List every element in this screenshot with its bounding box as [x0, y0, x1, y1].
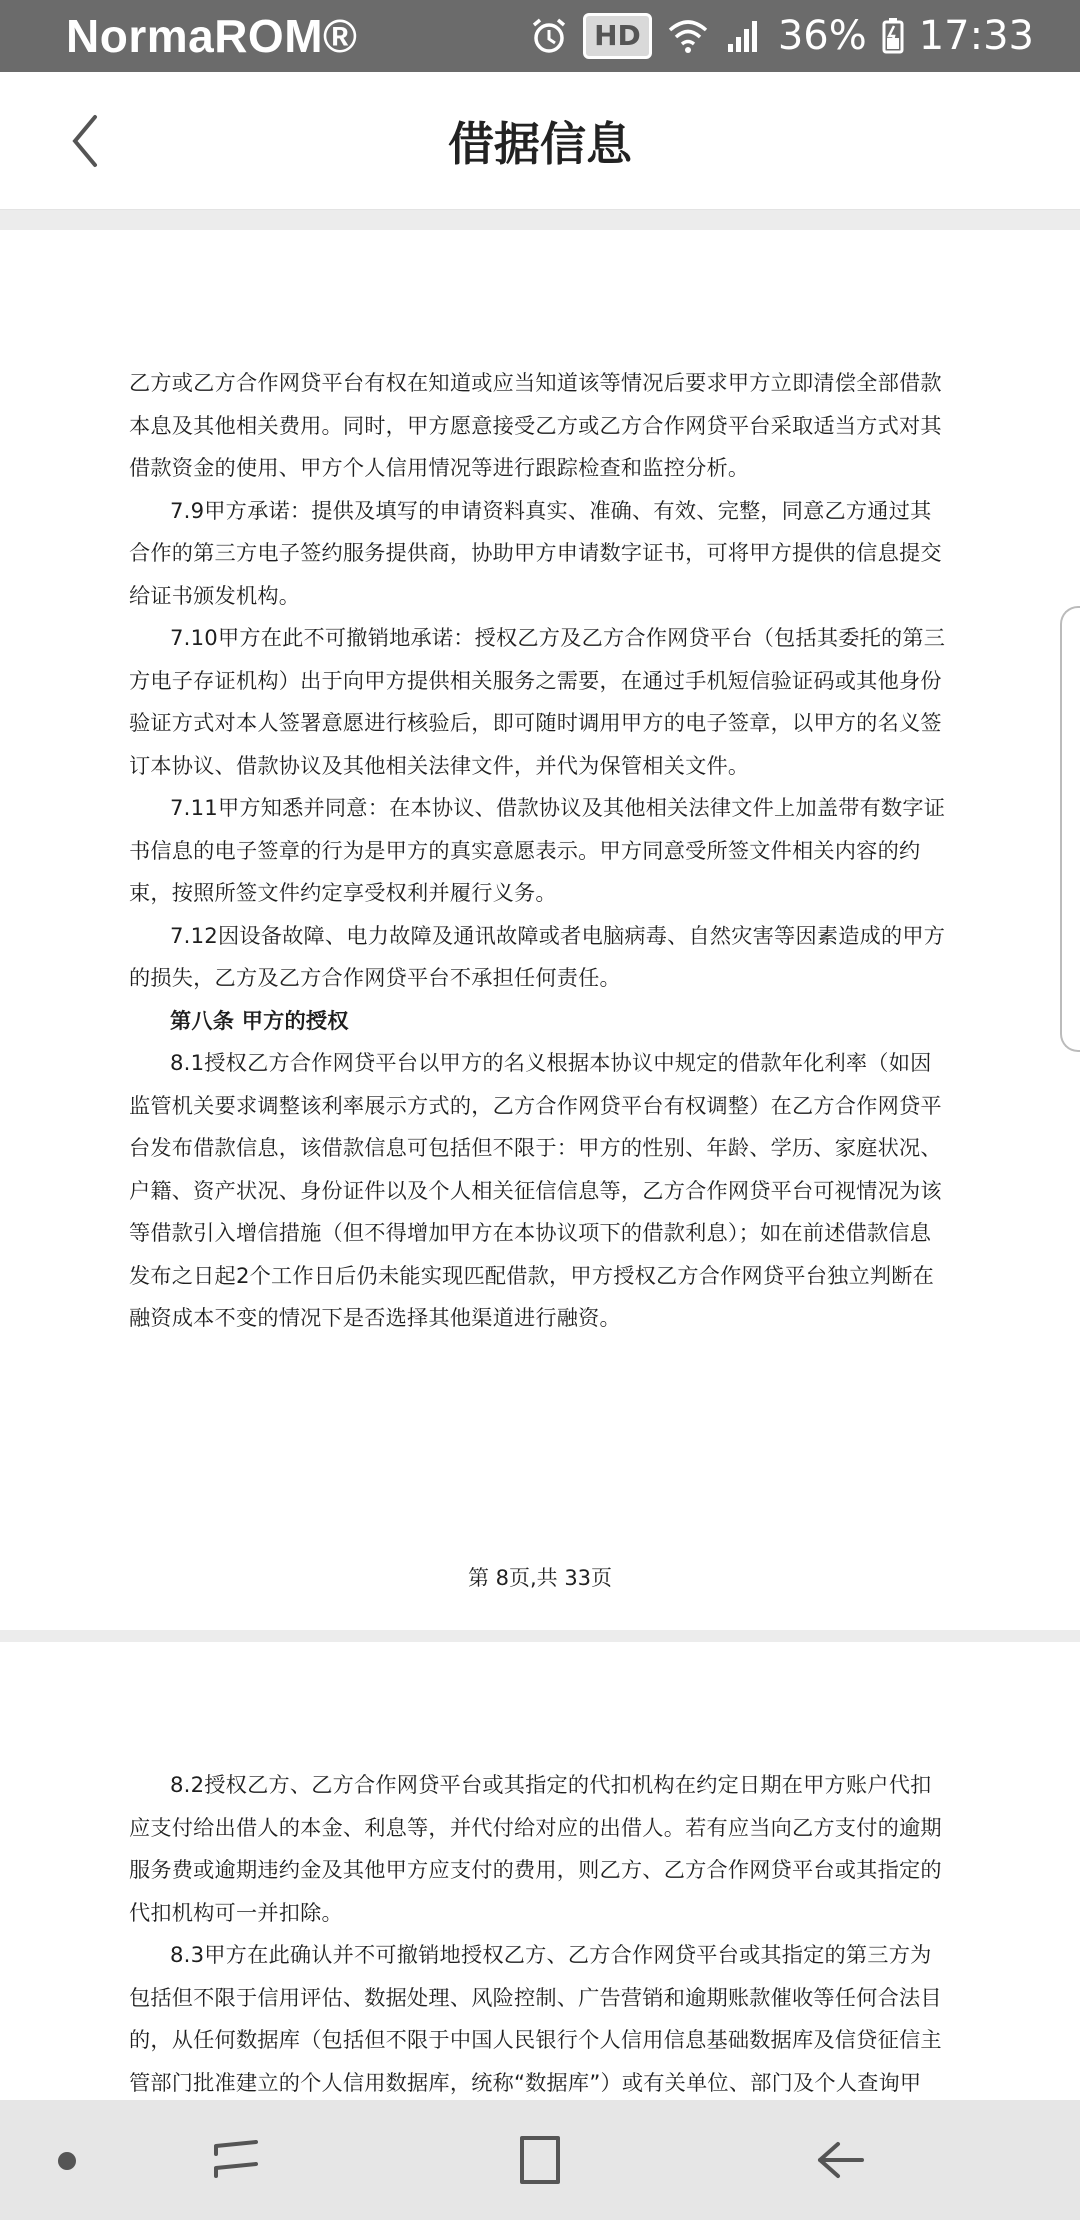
alarm-icon — [529, 16, 569, 56]
hd-badge: HD — [583, 13, 652, 59]
edge-panel-handle[interactable] — [1060, 606, 1080, 1052]
clock: 17:33 — [918, 13, 1034, 59]
dot-icon[interactable] — [58, 2152, 76, 2170]
page-number: 第 8页,共 33页 — [467, 1566, 613, 1590]
cellular-signal-icon — [724, 16, 764, 56]
paragraph: 乙方或乙方合作网贷平台有权在知道或应当知道该等情况后要求甲方立即清偿全部借款本息及其他相关费用。同时，甲方愿意接受乙方或乙方合作网贷平台采取适当方式对其借款资金的使用、甲方个人信用情况等进行跟踪检查和监控分析。 — [129, 370, 942, 480]
document-viewer[interactable] — [0, 210, 1080, 2100]
nav-back-button[interactable] — [800, 2124, 880, 2196]
carrier-name: NormaROM® — [66, 10, 358, 62]
status-icons — [529, 13, 1034, 59]
page-text — [129, 362, 949, 1340]
paragraph: 7.10甲方在此不可撤销地承诺：授权乙方及乙方合作网贷平台（包括其委托的第三方电子存证机构）出于向甲方提供相关服务之需要，在通过手机短信验证码或其他身份验证方式对本人签署意愿进行核验后，即可随时调用甲方的电子签章，以甲方的名义签订本协议、借款协议及其他相关法律文件，并代为保管相关文件。 — [129, 625, 946, 778]
paragraph: 8.2授权乙方、乙方合作网贷平台或其指定的代扣机构在约定日期在甲方账户代扣应支付给出借人的本金、利息等，并代付给对应的出借人。若有应当向乙方支付的逾期服务费或逾期违约金及其他甲方应支付的费用，则乙方、乙方合作网贷平台或其指定的代扣机构可一并扣除。 — [129, 1772, 942, 1925]
recent-apps-icon — [206, 2130, 266, 2190]
back-icon — [810, 2130, 870, 2190]
recent-apps-button[interactable] — [196, 2124, 276, 2196]
status-bar — [0, 0, 1080, 72]
paragraph: 8.1授权乙方合作网贷平台以甲方的名义根据本协议中规定的借款年化利率（如因监管机关要求调整该利率展示方式的，乙方合作网贷平台有权调整）在乙方合作网贷平台发布借款信息，该借款信息可包括但不限于：甲方的性别、年龄、学历、家庭状况、户籍、资产状况、身份证件以及个人相关征信信息等，乙方合作网贷平台可视情况为该等借款引入增信措施（但不得增加甲方在本协议项下的借款利息）；如在前述借款信息发布之日起2个工作日后仍未能实现匹配借款，甲方授权乙方合作网贷平台独立判断在融资成本不变的情况下是否选择其他渠道进行融资。 — [129, 1050, 942, 1330]
page-text — [129, 1764, 949, 2100]
home-button[interactable] — [500, 2124, 580, 2196]
page-title: 借据信息 — [448, 117, 632, 171]
app-header — [0, 72, 1080, 210]
document-page — [0, 1642, 1080, 2100]
navigation-bar — [0, 2100, 1080, 2220]
battery-charging-icon — [881, 16, 905, 56]
document-page — [0, 230, 1080, 1630]
paragraph: 7.9甲方承诺：提供及填写的申请资料真实、准确、有效、完整，同意乙方通过其合作的第三方电子签约服务提供商，协助甲方申请数字证书，可将甲方提供的信息提交给证书颁发机构。 — [129, 497, 942, 608]
wifi-icon — [666, 16, 710, 56]
paragraph: 7.12因设备故障、电力故障及通讯故障或者电脑病毒、自然灾害等因素造成的甲方的损失，乙方及乙方合作网贷平台不承担任何责任。 — [129, 922, 946, 990]
paragraph: 8.3甲方在此确认并不可撤销地授权乙方、乙方合作网贷平台或其指定的第三方为包括但不限于信用评估、数据处理、风险控制、广告营销和逾期账款催收等任何合法目的，从任何数据库（包括但不限于中国人民银行个人信用信息基础数据库及信贷征信主管部门批准建立的个人信用数据库，统称“数据库”）或有关单位、部门及个人查询甲 — [129, 1942, 942, 2095]
paragraph: 7.11甲方知悉并同意：在本协议、借款协议及其他相关法律文件上加盖带有数字证书信息的电子签章的行为是甲方的真实意愿表示。甲方同意受所签文件相关内容的约束，按照所签文件约定享受权利并履行义务。 — [129, 795, 946, 905]
section-heading: 第八条 甲方的授权 — [170, 1007, 349, 1033]
home-icon — [510, 2130, 570, 2190]
battery-percent: 36% — [777, 13, 867, 59]
